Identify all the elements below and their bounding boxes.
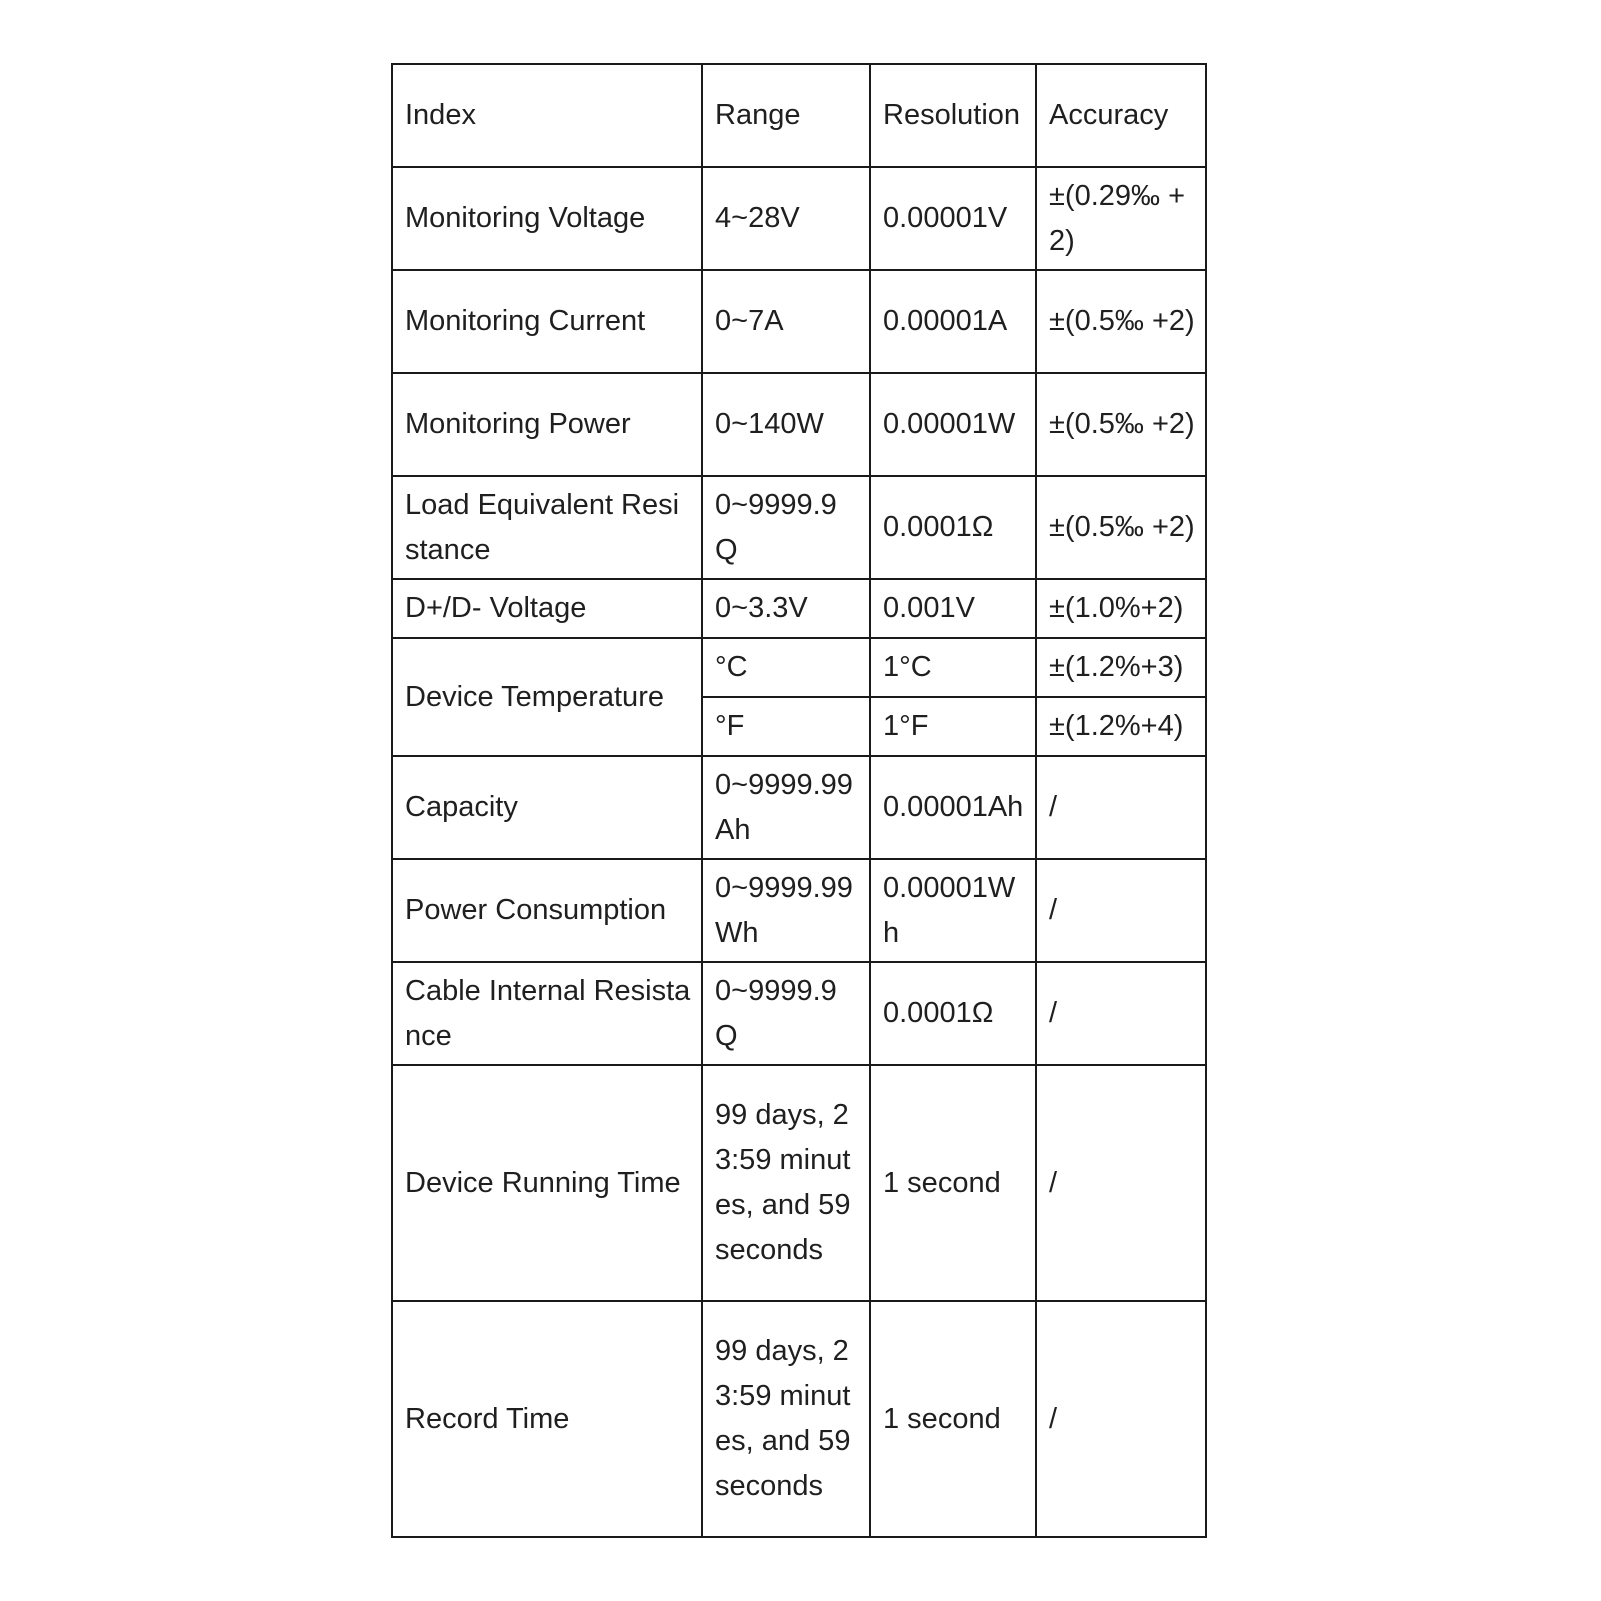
table-row [392,270,1206,373]
cell-index: Power Consumption [392,859,702,962]
table-row [392,1065,1206,1301]
header-index: Index [392,64,702,167]
cell-resolution: 1 second [870,1301,1036,1537]
table-row [392,859,1206,962]
cell-range: 0~140W [702,373,870,476]
table-header-row [392,64,1206,167]
cell-range: 4~28V [702,167,870,270]
cell-resolution: 1 second [870,1065,1036,1301]
cell-accuracy: ±(1.2%+3) [1036,638,1206,697]
cell-resolution: 0.00001Ah [870,756,1036,859]
cell-index: Device Temperature [392,638,702,756]
cell-index: D+/D- Voltage [392,579,702,638]
cell-resolution: 0.0001Ω [870,962,1036,1065]
cell-resolution: 0.001V [870,579,1036,638]
header-accuracy: Accuracy [1036,64,1206,167]
cell-range: 0~9999.9Q [702,476,870,579]
cell-accuracy: / [1036,756,1206,859]
spec-table [391,63,1207,1538]
cell-range: 0~9999.9Q [702,962,870,1065]
cell-accuracy: ±(0.5‰ +2) [1036,373,1206,476]
cell-index: Load Equivalent Resistance [392,476,702,579]
cell-accuracy: ±(0.29‰ +2) [1036,167,1206,270]
cell-resolution: 0.00001Wh [870,859,1036,962]
cell-index: Monitoring Power [392,373,702,476]
cell-index: Capacity [392,756,702,859]
table-row [392,167,1206,270]
cell-accuracy: / [1036,859,1206,962]
cell-accuracy: / [1036,1065,1206,1301]
cell-range: °C [702,638,870,697]
cell-index: Device Running Time [392,1065,702,1301]
cell-range: °F [702,697,870,756]
cell-resolution: 0.0001Ω [870,476,1036,579]
cell-resolution: 0.00001V [870,167,1036,270]
cell-accuracy: ±(0.5‰ +2) [1036,270,1206,373]
cell-index: Monitoring Voltage [392,167,702,270]
cell-accuracy: / [1036,1301,1206,1537]
cell-resolution: 1°C [870,638,1036,697]
table-row [392,756,1206,859]
cell-index: Monitoring Current [392,270,702,373]
cell-index: Record Time [392,1301,702,1537]
cell-accuracy: ±(0.5‰ +2) [1036,476,1206,579]
cell-resolution: 1°F [870,697,1036,756]
cell-index: Cable Internal Resistance [392,962,702,1065]
cell-range: 0~3.3V [702,579,870,638]
cell-range: 0~9999.99Ah [702,756,870,859]
table-row [392,962,1206,1065]
header-resolution: Resolution [870,64,1036,167]
cell-range: 99 days, 23:59 minutes, and 59 seconds [702,1301,870,1537]
table-row [392,1301,1206,1537]
cell-range: 0~9999.99Wh [702,859,870,962]
cell-range: 99 days, 23:59 minutes, and 59 seconds [702,1065,870,1301]
table-row [392,476,1206,579]
cell-resolution: 0.00001A [870,270,1036,373]
cell-accuracy: ±(1.0%+2) [1036,579,1206,638]
table-row [392,638,1206,697]
table-row [392,579,1206,638]
cell-accuracy: ±(1.2%+4) [1036,697,1206,756]
cell-range: 0~7A [702,270,870,373]
cell-accuracy: / [1036,962,1206,1065]
table-row [392,373,1206,476]
header-range: Range [702,64,870,167]
cell-resolution: 0.00001W [870,373,1036,476]
